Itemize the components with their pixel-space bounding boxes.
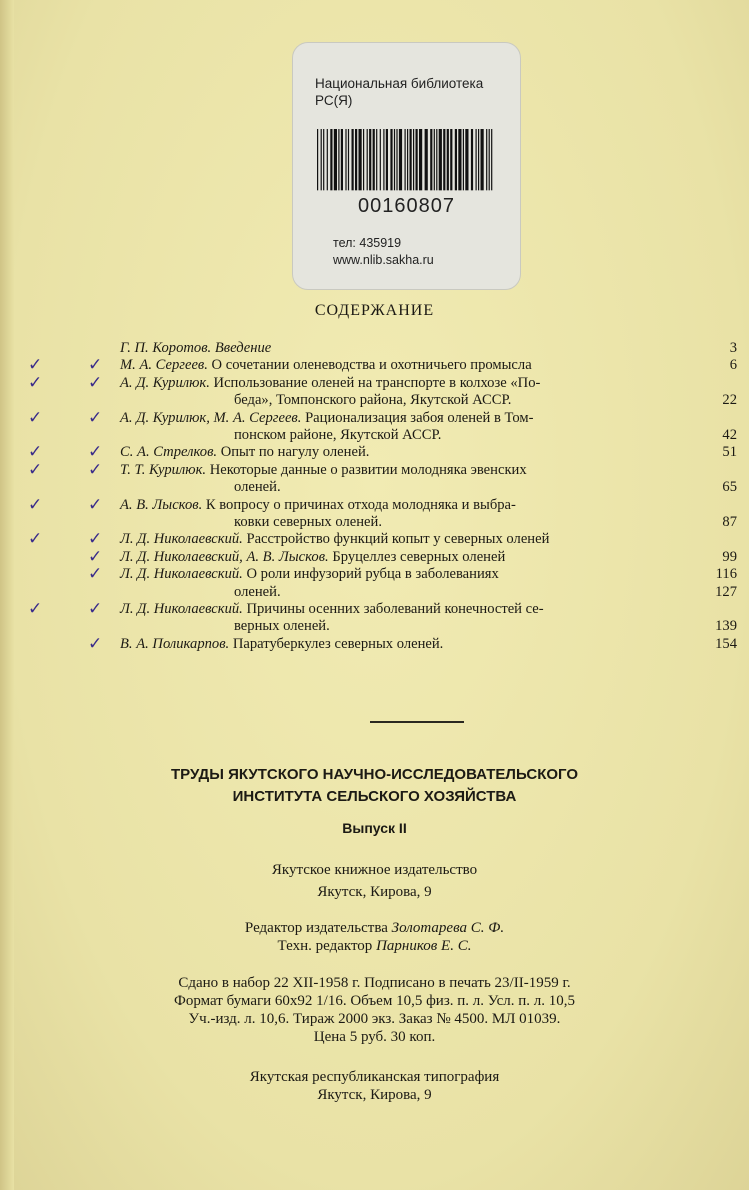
price: Цена 5 руб. 30 коп.	[313, 1029, 436, 1045]
barcode-bar	[396, 129, 397, 190]
barcode-bar	[419, 129, 422, 190]
toc-author: А. В. Лысков.	[120, 496, 203, 513]
toc-entry-text	[120, 531, 549, 548]
toc-entry-text	[120, 549, 505, 566]
check-mark: ✓	[88, 599, 103, 619]
editor-line	[0, 920, 749, 937]
barcode-bar	[338, 129, 339, 190]
barcode-bar	[405, 129, 406, 190]
library-name: Национальная библиотека РС(Я)	[315, 76, 484, 108]
editor-label: Редактор издательства	[244, 920, 388, 936]
check-mark: ✓	[28, 407, 43, 428]
check-mark: ✓	[88, 564, 103, 585]
toc-page-number: 87	[722, 514, 737, 530]
toc-title: Расстройство функций копыт у северных оленей	[242, 531, 550, 548]
tech-editor-name: Парников Е. С.	[376, 938, 472, 954]
barcode-bar	[425, 129, 428, 190]
toc-continuation: верных оленей.	[234, 618, 330, 635]
toc-entry-text	[120, 410, 533, 427]
toc-page-number: 154	[715, 635, 737, 652]
barcode-bar	[334, 129, 337, 190]
barcode-bar	[352, 129, 354, 190]
toc-title: Рационализация забоя оленей в Том-	[301, 409, 534, 426]
barcode-bar	[376, 129, 377, 190]
toc-page-number: 51	[722, 444, 737, 461]
barcode-bar	[330, 129, 332, 190]
barcode-bar	[380, 129, 381, 190]
toc-entry-text	[120, 357, 532, 374]
toc-continuation: ковки северных оленей.	[234, 514, 382, 530]
toc-page-number: 139	[715, 618, 737, 635]
publisher: Якутское книжное издательство	[271, 862, 478, 878]
barcode-bar	[413, 129, 414, 190]
check-mark: ✓	[88, 407, 103, 428]
contents-title: СОДЕРЖАНИЕ	[314, 302, 435, 319]
barcode-bar	[410, 129, 412, 190]
toc-author: Г. П. Коротов. Введение	[120, 340, 272, 356]
toc-author: С. А. Стрелков.	[120, 444, 218, 461]
barcode-bar	[478, 129, 479, 190]
barcode-bar	[341, 129, 343, 190]
check-mark: ✓	[28, 442, 43, 463]
edition-line: Уч.-изд. л. 10,6. Тираж 2000 экз. Заказ № 4500. МЛ 01039.	[188, 1011, 561, 1027]
toc-author: А. Д. Курилюк.	[120, 374, 210, 391]
toc-title: Использование оленей на транспорте в колхозе «По-	[209, 374, 541, 391]
barcode-bar	[348, 129, 349, 190]
toc-page-number: 6	[729, 357, 737, 374]
toc-page-number: 22	[722, 392, 737, 409]
check-mark: ✓	[88, 355, 103, 376]
barcode-bar	[363, 129, 364, 190]
barcode-bar	[390, 129, 392, 190]
tech-editor-label: Техн. редактор	[277, 938, 373, 954]
check-mark: ✓	[28, 372, 43, 393]
toc-entry-text	[234, 584, 281, 601]
toc-page-number: 127	[715, 583, 737, 600]
barcode-bar	[394, 129, 395, 190]
toc-page-number: 65	[722, 479, 737, 496]
barcode-bar	[443, 129, 445, 190]
barcode-bar	[463, 129, 464, 190]
library-website: www.nlib.sakha.ru	[333, 253, 434, 267]
toc-title: Причины осенних заболеваний конечностей се-	[242, 601, 544, 617]
barcode-bar	[416, 129, 418, 190]
toc-continuation: понском районе, Якутской АССР.	[234, 427, 442, 443]
toc-continuation: оленей.	[234, 479, 281, 496]
barcode-bar	[430, 129, 432, 190]
toc-page-number: 42	[722, 427, 737, 443]
toc-entry-text	[120, 566, 499, 583]
toc-entry-text	[120, 375, 540, 392]
series-title-line-1: ТРУДЫ ЯКУТСКОГО НАУЧНО-ИССЛЕДОВАТЕЛЬСКОГО	[171, 766, 578, 783]
printer-address: Якутск, Кирова, 9	[317, 1087, 432, 1103]
divider	[370, 721, 464, 723]
barcode-bar	[407, 129, 408, 190]
toc-author: Л. Д. Николаевский.	[120, 601, 243, 617]
barcode-bar	[321, 129, 322, 190]
barcode-bar	[439, 129, 442, 190]
barcode-bar	[359, 129, 362, 190]
toc-author: Л. Д. Николаевский.	[120, 531, 243, 548]
toc-title: О сочетании оленеводства и охотничьего промысла	[207, 357, 532, 374]
print-dates: Сдано в набор 22 XII-1958 г. Подписано в печать 23/II-1959 г.	[178, 975, 571, 991]
toc-entry-text	[120, 601, 544, 618]
toc-title: Бруцеллез северных оленей	[328, 548, 506, 565]
check-mark: ✓	[28, 529, 43, 550]
barcode-bar	[481, 129, 484, 190]
barcode-bar	[436, 129, 437, 190]
barcode-bar	[345, 129, 346, 190]
barcode-bar	[450, 129, 452, 190]
barcode-bar	[434, 129, 435, 190]
check-mark: ✓	[28, 459, 43, 480]
barcode-bar	[367, 129, 368, 190]
barcode-bar	[386, 129, 388, 190]
barcode-bar	[355, 129, 357, 190]
toc-title: оленей.	[234, 583, 281, 600]
check-mark: ✓	[28, 599, 43, 619]
toc-author: Т. Т. Курилюк.	[120, 461, 207, 478]
publisher-address: Якутск, Кирова, 9	[317, 884, 432, 900]
barcode-bar	[399, 129, 402, 190]
toc-entry-text	[120, 497, 516, 514]
toc-title: О роли инфузорий рубца в заболеваниях	[242, 566, 499, 583]
check-mark: ✓	[88, 494, 103, 515]
check-mark: ✓	[88, 546, 103, 567]
tech-editor-line	[0, 938, 749, 955]
barcode-bar	[465, 129, 468, 190]
barcode-bar	[447, 129, 449, 190]
barcode-bar	[486, 129, 487, 190]
barcode-bar	[455, 129, 457, 190]
toc-title: Паратуберкулез северных оленей.	[229, 635, 444, 652]
toc-author: А. Д. Курилюк, М. А. Сергеев.	[120, 409, 302, 426]
toc-author: Л. Д. Николаевский, А. В. Лысков.	[120, 548, 329, 565]
check-mark: ✓	[28, 494, 43, 515]
format-line: Формат бумаги 60x92 1/16. Объем 10,5 физ. п. л. Усл. п. л. 10,5	[173, 993, 575, 1009]
library-phone: тел: 435919	[333, 236, 402, 250]
toc-entry-text	[120, 444, 369, 461]
check-mark: ✓	[28, 355, 43, 376]
check-mark: ✓	[88, 633, 103, 654]
toc-title: Некоторые данные о развитии молодняка эвенских	[206, 461, 527, 478]
barcode-bar	[489, 129, 490, 190]
issue-number: Выпуск II	[342, 820, 407, 836]
toc-page-number: 3	[729, 340, 737, 356]
toc-continuation: беда», Томпонского района, Якутской АССР.	[234, 392, 512, 409]
check-mark: ✓	[88, 459, 103, 480]
barcode-bar	[373, 129, 375, 190]
barcode-bar	[369, 129, 371, 190]
series-title-line-2: ИНСТИТУТА СЕЛЬСКОГО ХОЗЯЙСТВА	[232, 788, 517, 805]
check-mark: ✓	[88, 372, 103, 393]
toc-entry-text	[120, 636, 443, 653]
toc-author: Л. Д. Николаевский.	[120, 566, 243, 583]
toc-page-number: 99	[722, 548, 737, 565]
barcode-bar	[458, 129, 461, 190]
barcode-bar	[323, 129, 324, 190]
check-mark: ✓	[88, 442, 103, 463]
library-sticker	[292, 42, 521, 290]
barcode-bar	[317, 129, 318, 190]
toc-title: Опыт по нагулу оленей.	[217, 444, 370, 461]
barcode-bar	[327, 129, 328, 190]
barcode-bar	[471, 129, 473, 190]
printer: Якутская республиканская типография	[249, 1069, 500, 1085]
toc-title: К вопросу о причинах отхода молодняка и выбра-	[202, 496, 516, 513]
toc-entry-text	[120, 340, 271, 357]
barcode-number: 00160807	[358, 195, 455, 217]
editor-name: Золотарева С. Ф.	[391, 920, 505, 936]
toc-page-number: 116	[715, 566, 737, 583]
toc-author: В. А. Поликарпов.	[120, 635, 230, 652]
barcode-bar	[476, 129, 477, 190]
toc-entry-text	[120, 462, 527, 479]
toc-author: М. А. Сергеев.	[120, 357, 208, 374]
check-mark: ✓	[88, 529, 103, 550]
barcode-bar	[383, 129, 384, 190]
barcode-bar	[491, 129, 492, 190]
